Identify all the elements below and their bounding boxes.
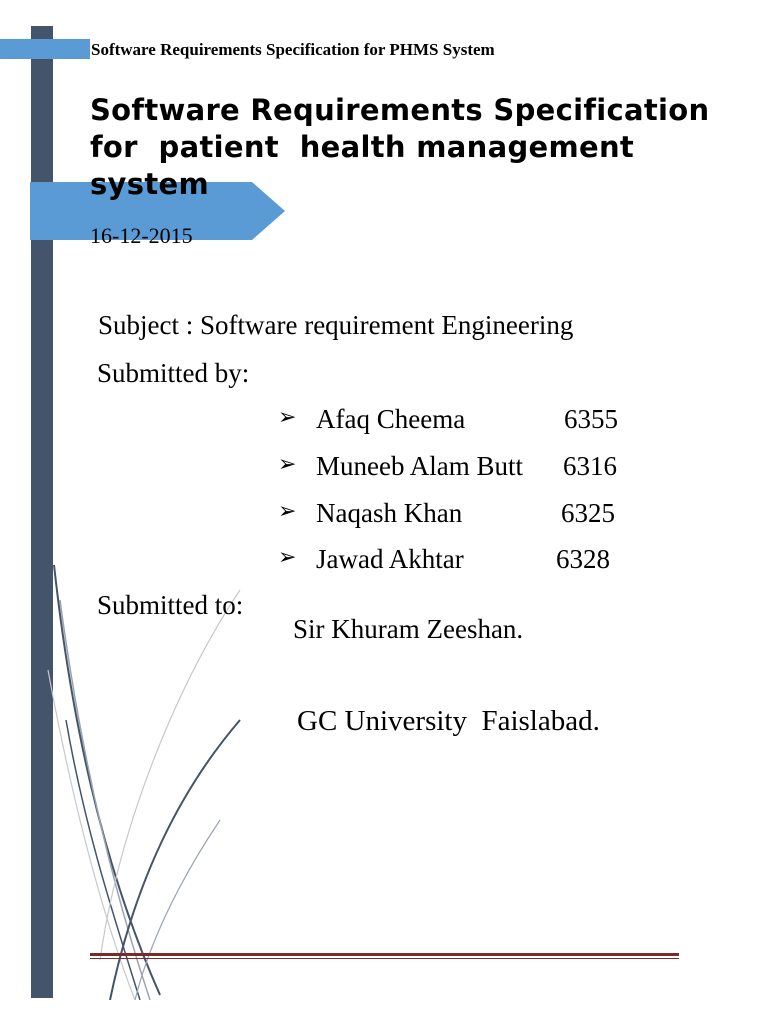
member-name: Jawad Akhtar: [316, 544, 464, 574]
footer-rule: [90, 953, 679, 956]
document-title: [90, 92, 750, 203]
title-line-1: Software Requirements Specification: [90, 93, 710, 127]
running-header: Software Requirements Specification for PHMS System: [91, 40, 495, 59]
university-name: GC University Faislabad.: [297, 705, 600, 737]
member-name: Afaq Cheema: [316, 404, 466, 434]
title-line-2: for patient health management: [90, 130, 635, 164]
member-id: 6316: [563, 451, 617, 481]
document-date: 16-12-2015: [90, 223, 193, 248]
member-name: Naqash Khan: [316, 498, 463, 528]
arrow-bullet-icon: ➢: [278, 545, 297, 570]
footer-rule-thin: [90, 958, 679, 959]
header-accent-band: [0, 39, 90, 59]
member-id: 6328: [556, 544, 610, 574]
submitted-by-label: Submitted by:: [97, 358, 250, 388]
member-id: 6355: [564, 404, 618, 434]
subject-line: Subject : Software requirement Engineering: [98, 310, 574, 340]
title-line-3: system: [90, 167, 209, 201]
arrow-bullet-icon: ➢: [278, 405, 297, 430]
decorative-swooshes: [40, 560, 300, 1000]
arrow-bullet-icon: ➢: [278, 499, 297, 524]
member-name: Muneeb Alam Butt: [316, 451, 523, 481]
arrow-bullet-icon: ➢: [278, 452, 297, 477]
supervisor-name: Sir Khuram Zeeshan.: [293, 614, 524, 644]
submitted-to-label: Submitted to:: [97, 590, 244, 620]
member-id: 6325: [561, 498, 615, 528]
